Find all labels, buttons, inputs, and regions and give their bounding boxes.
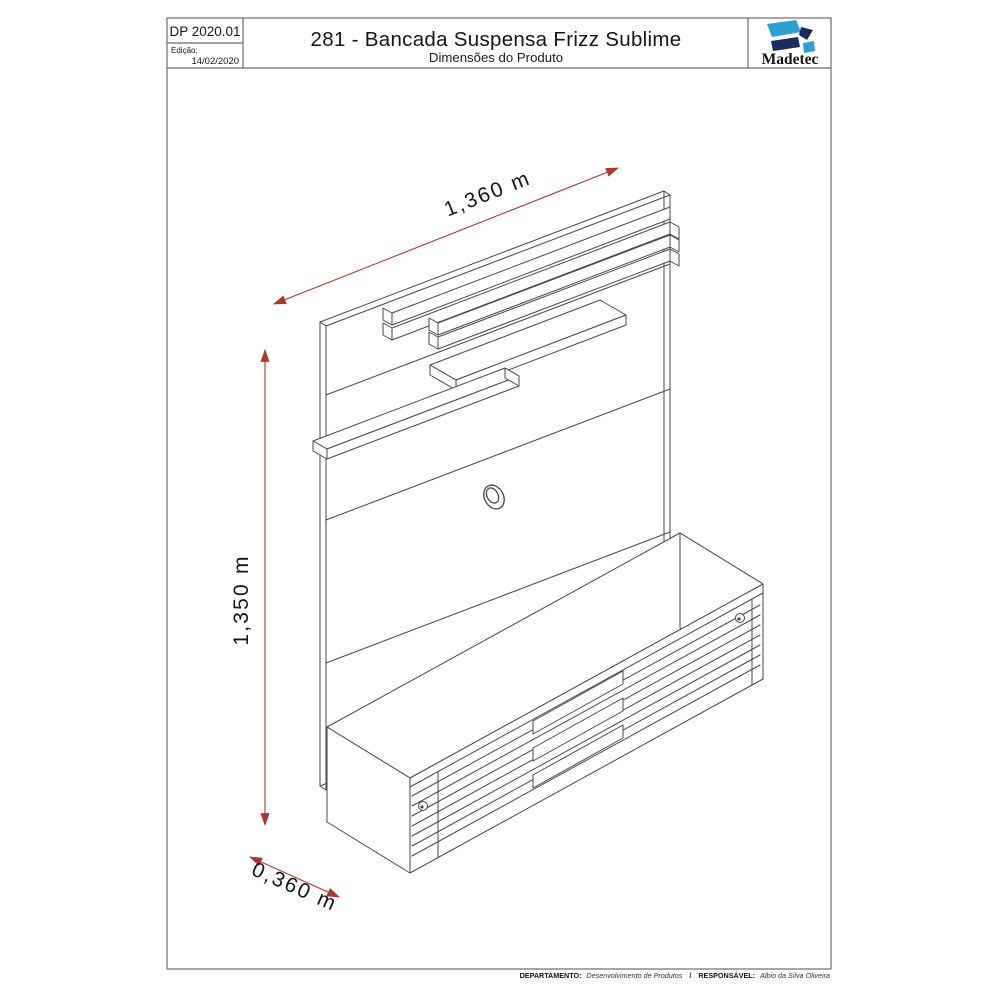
dimension-depth-label: 0,360 m — [248, 857, 342, 917]
edition-label: Edição: — [171, 46, 198, 55]
dimension-width-label: 1,360 m — [440, 166, 535, 222]
footer-separator: / — [689, 971, 692, 980]
dimension-height-label: 1,350 m — [230, 554, 253, 646]
footer-note — [520, 971, 830, 980]
madetec-logo-icon — [762, 20, 819, 68]
department-value: Desenvolvimento de Produtos — [586, 971, 683, 980]
responsible-label: RESPONSÁVEL: — [698, 971, 756, 980]
title-block — [169, 24, 681, 67]
page-title: 281 - Bancada Suspensa Frizz Sublime — [310, 28, 682, 51]
dimension-depth — [248, 857, 341, 916]
department-label: DEPARTAMENTO: — [519, 971, 582, 980]
edition-date: 14/02/2020 — [191, 56, 239, 67]
product-drawing — [313, 191, 763, 873]
brand-name-text: Madetec — [761, 51, 819, 68]
page-subtitle: Dimensões do Produto — [428, 50, 564, 65]
dimension-height — [230, 350, 265, 825]
doc-code-text: DP 2020.01 — [169, 24, 241, 39]
responsible-value: Albio da Silva Oliveira — [760, 971, 830, 980]
